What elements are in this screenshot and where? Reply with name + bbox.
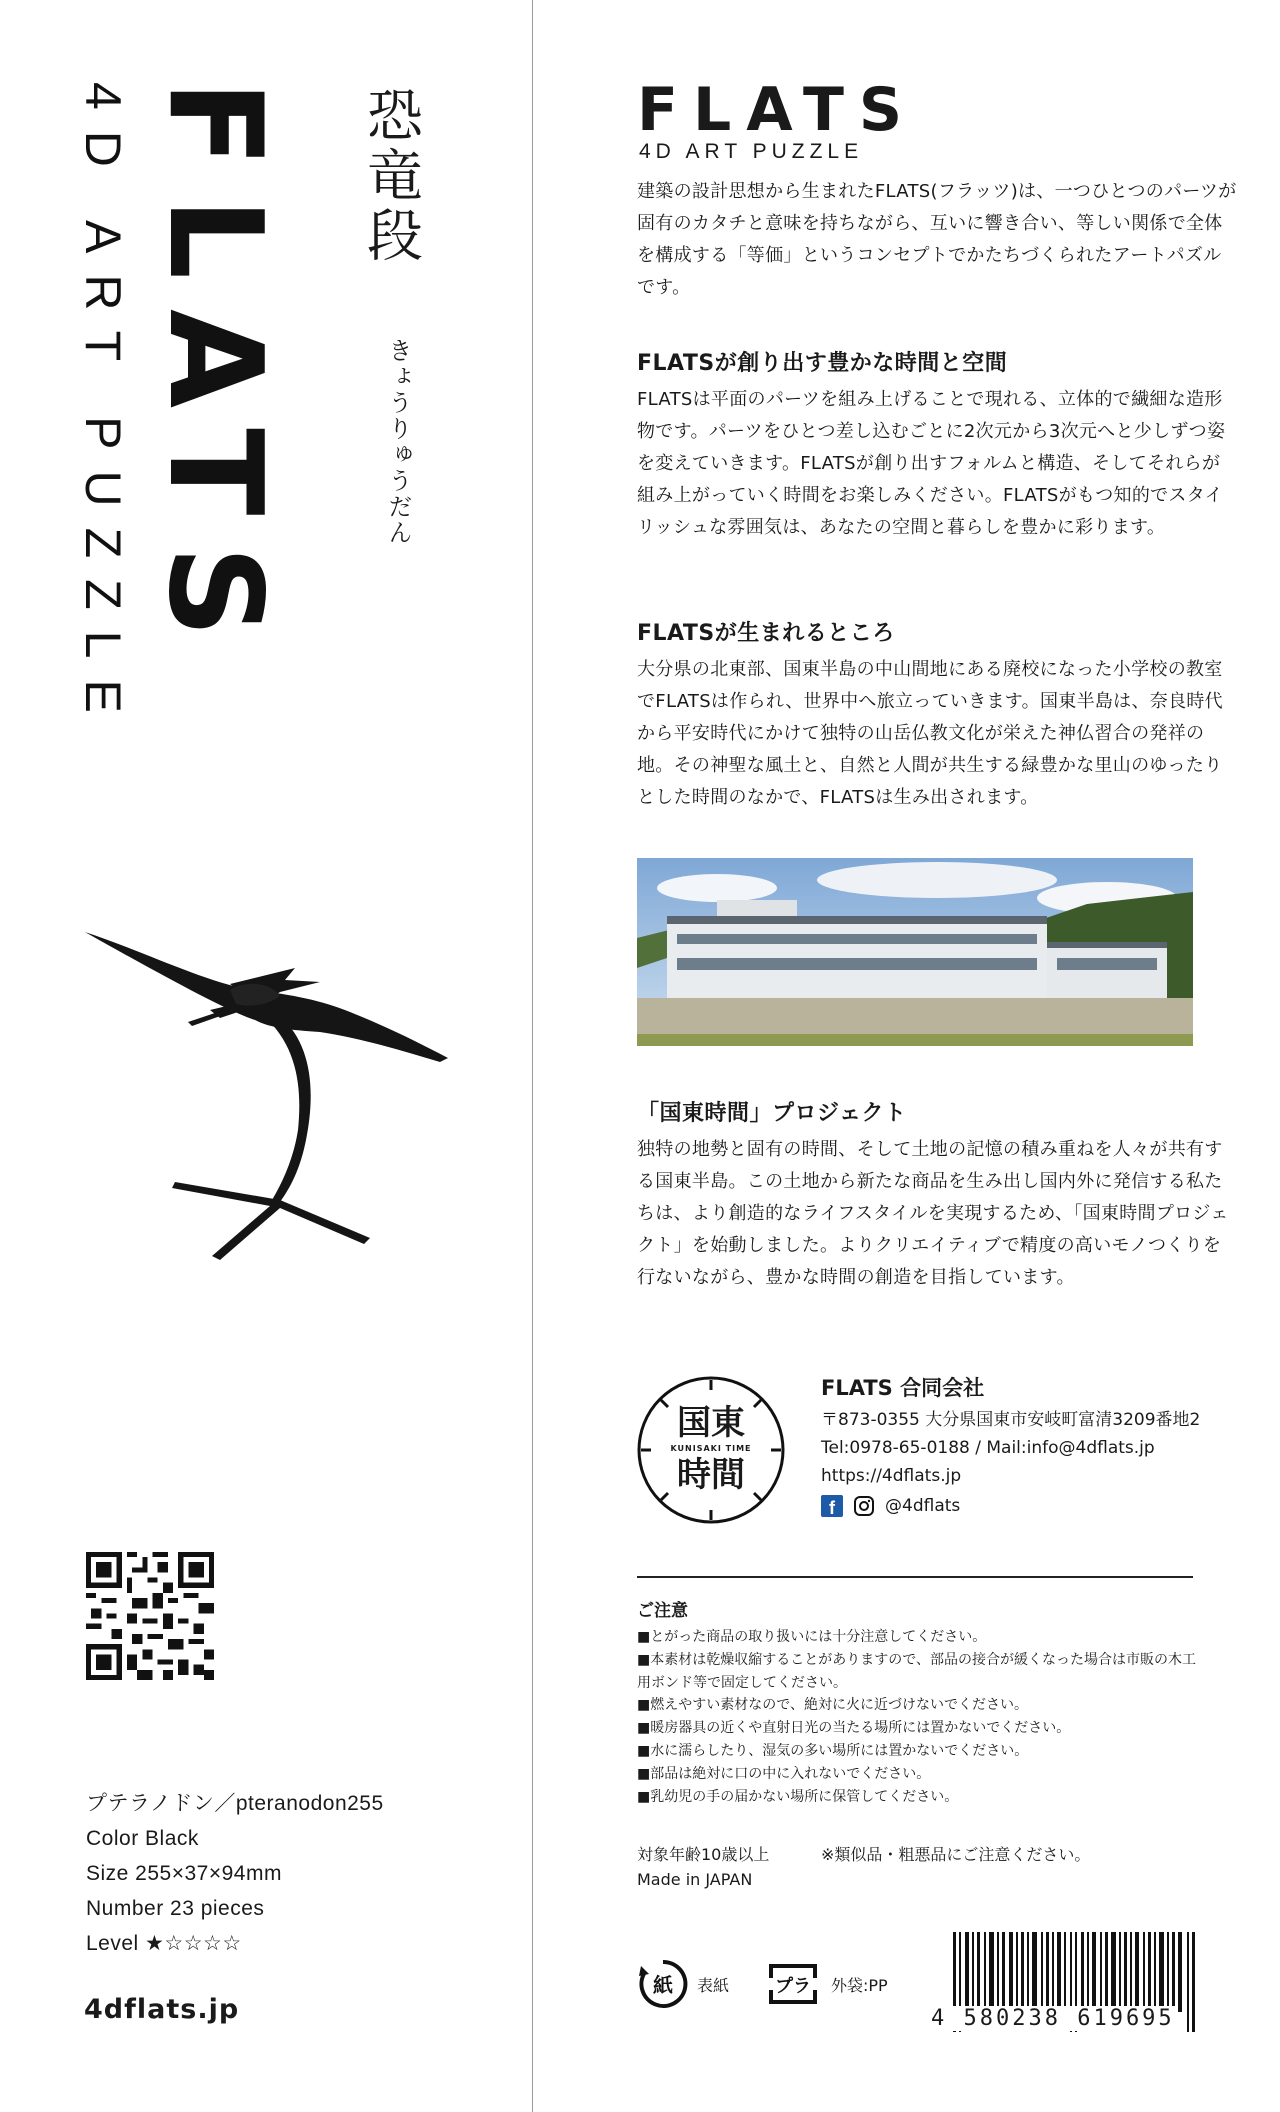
caution-item: ■燃えやすい素材なので、絶対に火に近づけないでください。 <box>637 1697 1028 1714</box>
school-building-photo <box>637 858 1193 1046</box>
made-in: Made in JAPAN <box>637 1870 753 1889</box>
recycle-plastic-mark: プラ <box>775 1976 811 1997</box>
qr-code[interactable] <box>86 1552 214 1680</box>
recycle-paper-mark: 紙 <box>653 1973 673 1997</box>
recycle-paper <box>637 1958 729 2010</box>
company-url[interactable]: https://4dflats.jp <box>821 1466 962 1486</box>
caution-item: ■とがった商品の取り扱いには十分注意してください。 <box>637 1629 987 1645</box>
logo-text-top: 国東 <box>677 1403 745 1443</box>
vertical-brand-subtitle: 4D ART PUZZLE <box>75 82 131 734</box>
target-info <box>637 1842 769 1892</box>
caution-item: ■本素材は乾燥収縮することがありますので、部品の接合が緩くなった場合は市販の木工用ボンド等で固定してください。 <box>637 1651 1196 1691</box>
facebook-icon[interactable]: f <box>821 1495 843 1517</box>
product-specs <box>86 1786 384 1961</box>
spec-name: プテラノドン／pteranodon255 <box>86 1792 384 1815</box>
company-info <box>821 1374 1200 1520</box>
recycle-plastic-label: 外袋:PP <box>831 1975 888 1995</box>
section1-text: FLATSは平面のパーツを組み上げることで現れる、立体的で繊細な造形物です。パーツをひとつ差し込むごとに2次元から3次元へと少しずつ姿を変えていきます。FLATSが創り出すフォルムと構造、そしてそれらが組み上がっていく時間をお楽しみください。FLATSがもつ知的でスタイリッシュな雰囲気は、あなたの空間と暮らしを豊かに彩ります。 <box>637 389 1226 538</box>
site-url[interactable]: 4dflats.jp <box>84 1994 240 2025</box>
recycle-plastic <box>763 1958 888 2010</box>
barcode-number: 4 580238 619695 <box>931 2006 1175 2031</box>
divider <box>637 1576 1193 1578</box>
recycle-paper-icon <box>637 1958 689 2010</box>
spec-size: Size 255×37×94mm <box>86 1862 282 1885</box>
caution-item: ■水に濡らしたり、湿気の多い場所には置かないでください。 <box>637 1742 1029 1759</box>
product-name: 恐竜段 <box>358 86 423 266</box>
pteranodon-model-image <box>80 920 460 1280</box>
intro-text: 建築の設計思想から生まれたFLATS(フラッツ)は、一つひとつのパーツが固有のカタチと意味を持ちながら、互いに響き合い、等しい関係で全体を構成する「等価」というコンセプトでかたちづくられたアートパズルです。 <box>637 181 1237 298</box>
logo-text-mid: KUNISAKI TIME <box>670 1444 752 1453</box>
target-age: 対象年齢10歳以上 <box>637 1845 770 1864</box>
company-contact: Tel:0978-65-0188 / Mail:info@4dflats.jp <box>821 1438 1155 1458</box>
logo-text-bottom: 時間 <box>677 1455 745 1495</box>
spec-level: Level ★☆☆☆☆ <box>86 1932 242 1955</box>
brand-logo: FLATS <box>637 75 918 145</box>
caution-item: ■暖房器具の近くや直射日光の当たる場所には置かないでください。 <box>637 1720 1071 1737</box>
product-name-kana: きょうりゅうだん <box>384 338 412 546</box>
caution-list <box>637 1626 1197 1808</box>
section2-heading: FLATSが生まれるところ <box>637 621 895 646</box>
section3-text: 独特の地勢と固有の時間、そして土地の記憶の積み重ねを人々が共有する国東半島。この土地から新たな商品を生み出し国内外に発信する私たちは、より創造的なライフスタイルを実現するため、「国東時間プロジェクト」を始動しました。よりクリエイティブで精度の高いモノつくりを行ないながら、豊かな時間の創造を目指しています。 <box>637 1139 1229 1288</box>
caution-title: ご注意 <box>637 1601 688 1621</box>
left-panel <box>0 0 533 2112</box>
recycle-plastic-icon <box>763 1958 823 2010</box>
section3-heading: 「国東時間」プロジェクト <box>637 1101 907 1126</box>
company-address: 〒873-0355 大分県国東市安岐町富清3209番地2 <box>821 1410 1201 1430</box>
recycle-paper-label: 表紙 <box>697 1975 730 1995</box>
section2-text: 大分県の北東部、国東半島の中山間地にある廃校になった小学校の教室でFLATSは作られ、世界中へ旅立っていきます。国東半島は、奈良時代から平安時代にかけて独特の山岳仏教文化が栄えた神仏習合の発祥の地。その神聖な風土と、自然と人間が共生する緑豊かな里山のゆったりとした時間のなかで、FLATSは生み出されます。 <box>637 659 1223 808</box>
section1-heading: FLATSが創り出す豊かな時間と空間 <box>637 351 1008 376</box>
kunisaki-time-logo <box>635 1374 787 1526</box>
caution-item: ■乳幼児の手の届かない場所に保管してください。 <box>637 1788 959 1805</box>
vertical-brand-logo: FLATS <box>140 80 289 668</box>
right-panel <box>533 0 1280 2112</box>
spec-pieces: Number 23 pieces <box>86 1897 265 1920</box>
social-links <box>821 1492 1200 1520</box>
company-name: FLATS 合同会社 <box>821 1376 985 1400</box>
social-handle[interactable]: @4dflats <box>885 1496 961 1516</box>
brand-subtitle: 4D ART PUZZLE <box>639 140 864 163</box>
instagram-icon[interactable] <box>853 1495 875 1517</box>
imitation-warning: ※類似品・粗悪品にご注意ください。 <box>821 1845 1091 1864</box>
caution-item: ■部品は絶対に口の中に入れないでください。 <box>637 1765 931 1782</box>
spec-color: Color Black <box>86 1827 199 1850</box>
